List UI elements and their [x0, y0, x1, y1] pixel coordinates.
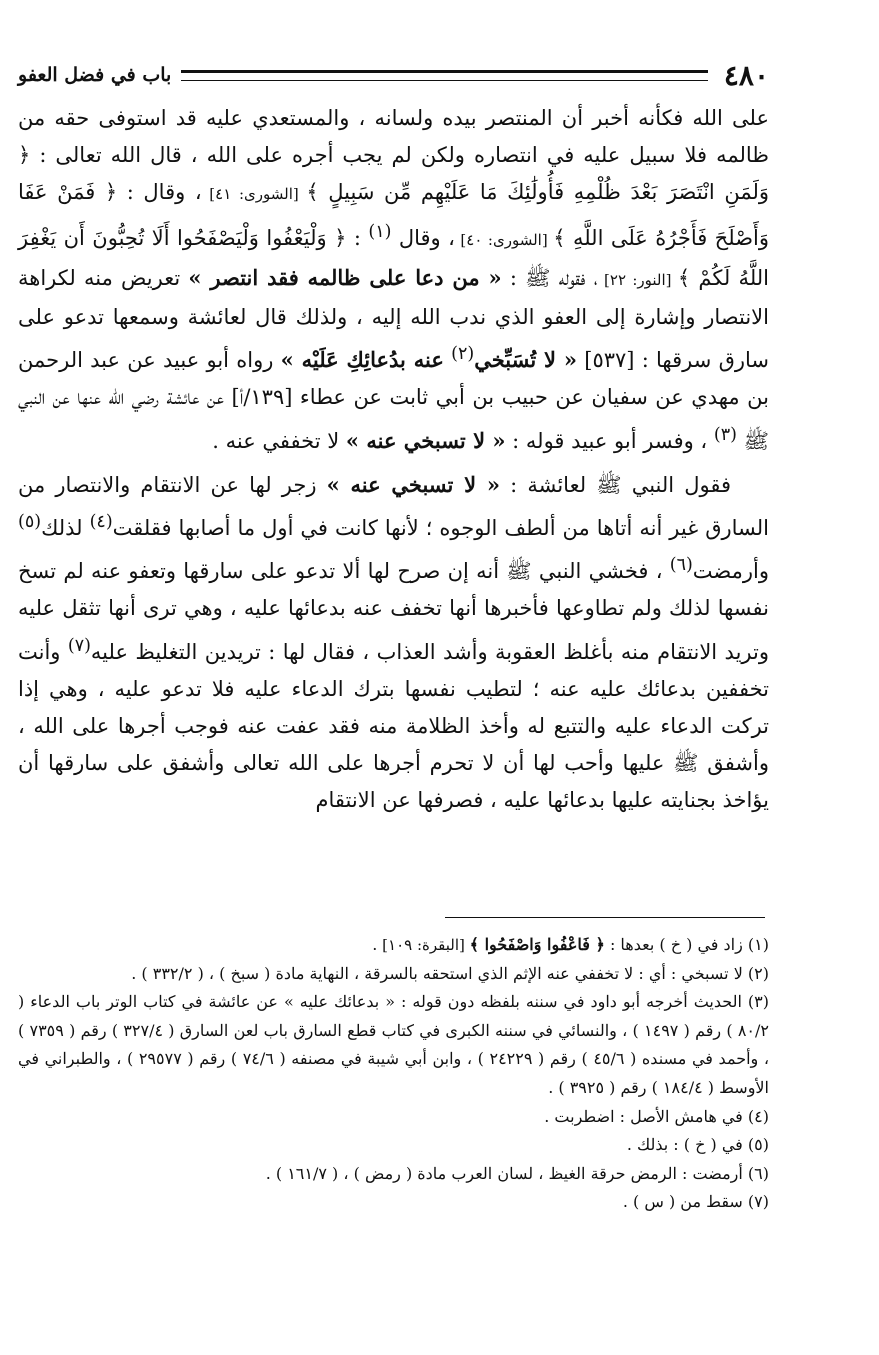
- text-run: رواه أبو عبيد عن عبد الرحمن بن مهدي عن سفيان عن حبيب بن أبي ثابت عن عطاء [١٣٩/أ] عن عائشة رضي الله عنها عن النبي ﷺ: [18, 348, 769, 453]
- footnote-text: (١) زاد في ( خ ) بعدها :: [604, 935, 769, 954]
- page-number: ٤٨٠: [723, 58, 769, 92]
- quran-verse: ﴿ فَاعْفُوا وَاصْفَحُوا ﴾: [469, 935, 605, 954]
- hadith-quote: « لا تسبخي عنه »: [345, 427, 506, 453]
- text-run: :: [346, 225, 369, 250]
- footnote-1: [18, 931, 769, 960]
- verse-reference: [الشورى: ٤٠]: [454, 230, 554, 249]
- text-run: ، وقال :: [117, 180, 202, 205]
- hadith-quote: « من دعا على ظالمه فقد انتصر »: [188, 264, 502, 290]
- header-rule: [181, 70, 708, 81]
- text-run: ، وقال: [391, 225, 455, 250]
- text-run: على الله فكأنه أخبر أن المنتصر بيده ولسانه ، والمستعدي عليه قد استوفى حقه من ظالمه فلا سبيل عليه في انتصاره ولكن لم يجب أجره على الله ، قال الله تعالى :: [18, 106, 769, 168]
- verse-reference: [البقرة: ١٠٩]: [377, 936, 470, 954]
- footnote-marker: (٢): [451, 344, 475, 365]
- footnote-marker: (٦): [669, 555, 693, 576]
- verse-reference: [الشورى: ٤١]: [201, 185, 307, 204]
- quran-verse: ﴿ فَمَنْ عَفَا وَأَصْلَحَ فَأَجْرُهُ عَلَى اللَّهِ ﴾: [18, 180, 769, 250]
- footnote-4: (٤) في هامش الأصل : اضطربت .: [544, 1106, 769, 1126]
- text-run: لذلك: [41, 516, 90, 541]
- main-text: [18, 100, 769, 820]
- hadith-quote: « لا تُسَبِّخي: [474, 347, 578, 373]
- quran-verse: ﴿ وَلَمَنِ انْتَصَرَ بَعْدَ ظُلْمِهِ فَأُولَٰئِكَ مَا عَلَيْهِم مِّن سَبِيلٍ ﴾: [18, 143, 770, 205]
- footnote-5: (٥) في ( خ ) : بذلك .: [626, 1135, 769, 1155]
- running-title: باب في فضل العفو: [18, 64, 172, 86]
- footnotes: [18, 931, 769, 1217]
- footnote-text: .: [372, 935, 378, 954]
- paragraph-1: [18, 100, 769, 460]
- text-run: وأنت تخففين بدعائك عليه عنه ؛ لتطيب نفسها بترك الدعاء عليه فلا تدعو عليه ، وهي إذا تركت الدعاء عليه والتتبع له وأخذ الظلامة منه فقد عفت عنه فوجب أجرها على الله ، وأشفق ﷺ عليها وأحب لها أن لا تحرم أجرها على الله تعالى وأشفق على سارقها أن يؤاخذ بجنايته عليها بدعائها عليه ، فصرفها عن الانتقام: [18, 639, 769, 813]
- footnote-marker: (١): [368, 221, 392, 242]
- text-run: وأرمضت: [692, 559, 769, 584]
- footnote-separator: [445, 917, 765, 918]
- hadith-quote: عنه بدُعائِكِ عَلَيْه »: [280, 347, 444, 373]
- footnote-marker: (٥): [18, 512, 42, 533]
- text-run: زجر لها عن الانتقام والانتصار من السارق غير أنه أتاها من ألطف الوجوه ؛ لأنها كانت في أول ما أصابها فقلقت: [18, 472, 769, 541]
- hadith-quote: « لا تسبخي عنه »: [326, 471, 500, 497]
- footnote-7: (٧) سقط من ( س ) .: [622, 1192, 769, 1212]
- footnote-marker: (٣): [713, 424, 737, 445]
- footnote-3: (٣) الحديث أخرجه أبو داود في سننه بلفظه دون قوله : « بدعائك عليه » عن عائشة في كتاب الوتر باب الدعاء ( ٨٠/٢ ) رقم ( ١٤٩٧ ) ، والنسائي في سننه الكبرى في كتاب قطع السارق باب لعن السارق ( ٣٢٧/٤ ) رقم ( ٧٣٥٩ ) ، وأحمد في مسنده ( ٤٥/٦ ) رقم ( ٢٤٢٢٩ ) ، وابن أبي شيبة في مصنفه ( ٧٤/٦ ) رقم ( ٢٩٥٧٧ ) ، والطبراني في الأوسط ( ١٨٤/٤ ) رقم ( ٣٩٢٥ ) .: [18, 992, 770, 1097]
- footnote-marker: (٤): [89, 512, 113, 533]
- quran-verse: ﴿ وَلْيَعْفُوا وَلْيَصْفَحُوا أَلَا تُحِبُّونَ أَن يَغْفِرَ اللَّهُ لَكُمْ ﴾: [18, 225, 769, 290]
- footnote-6: (٦) أرمضت : الرمض حرقة الغيظ ، لسان العرب مادة ( رمض ) ، ( ١٦١/٧ ) .: [265, 1163, 769, 1183]
- verse-reference: [النور: ٢٢]: [597, 270, 678, 289]
- text-run: ، فقوله ﷺ :: [501, 265, 598, 290]
- text-run: ، فخشي النبي ﷺ أنه إن صرح لها ألا تدعو على سارقها وتعفو عنه لم تسخ نفسها لذلك ولم تطاوعها فأخبرها أنها تخفف عنه بدعائها عليه ، وهي ترى أنها تثقل عليه وتريد الانتقام منه بأغلظ العقوبة وأشد العذاب ، فقال لها : تريدين التغليظ عليه: [18, 559, 769, 664]
- page-header: [18, 58, 769, 92]
- text-run: لا تخففي عنه .: [212, 428, 346, 453]
- footnote-marker: (٧): [67, 635, 91, 656]
- paragraph-2: [18, 466, 769, 820]
- text-run: ، وفسر أبو عبيد قوله :: [505, 428, 714, 453]
- text-run: تعريض منه لكراهة الانتصار وإشارة إلى العفو الذي ندب الله إليه ، ولذلك قال لعائشة وسمعها تدعو على سارق سرقها : [٥٣٧]: [18, 265, 769, 373]
- text-run: فقول النبي ﷺ لعائشة :: [500, 472, 732, 497]
- footnote-2: (٢) لا تسبخي : أي : لا تخففي عنه الإثم الذي استحقه بالسرقة ، النهاية مادة ( سبخ ) ، ( ٣٣٢/٢ ) .: [131, 963, 769, 983]
